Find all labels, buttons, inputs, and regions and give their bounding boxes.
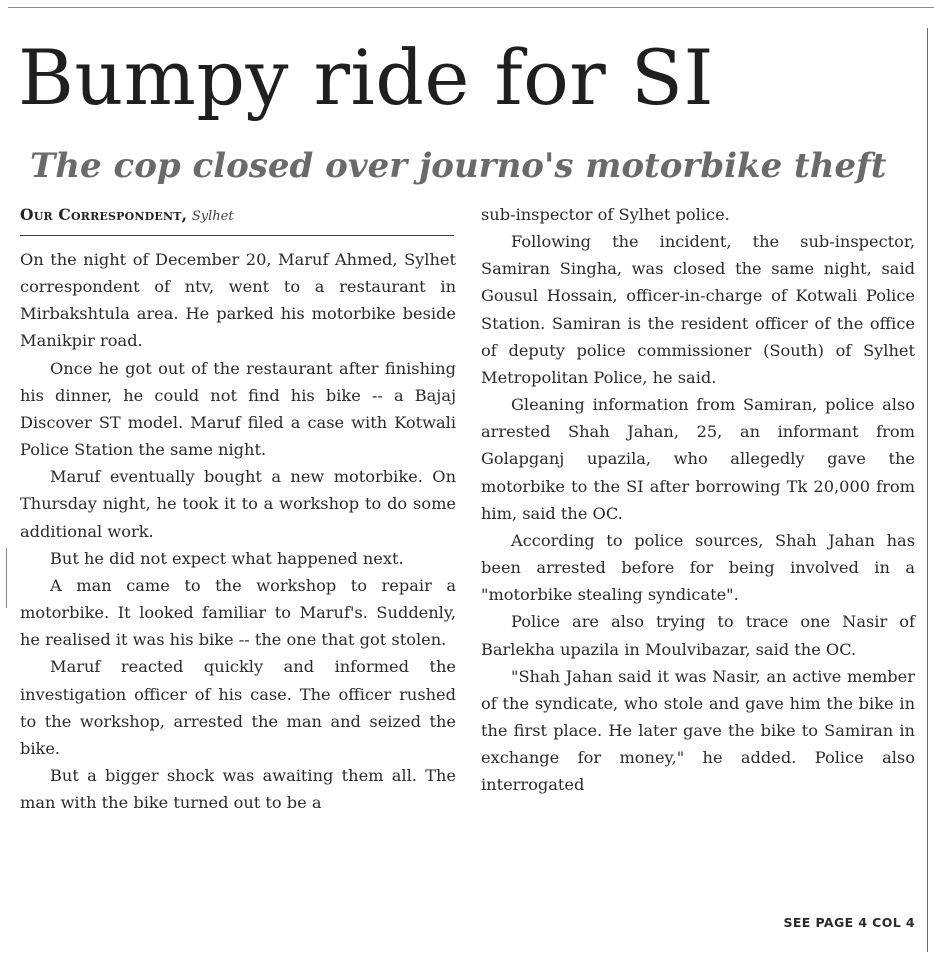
paragraph: Following the incident, the sub-inspector, Samiran Singha, was closed the same night, said Gousul Hossain, officer-in-charge of Kotwali Police Station. Samiran is the resident officer of the office of deputy police commissioner (South) of Sylhet Metropolitan Police, he said. [481, 232, 915, 387]
paragraph: Gleaning information from Samiran, police also arrested Shah Jahan, 25, an informant from Golapganj upazila, who allegedly gave the motorbike to the SI after borrowing Tk 20,000 from him, said the OC. [481, 395, 915, 523]
right-rule [927, 28, 928, 952]
paragraph: Maruf eventually bought a new motorbike. On Thursday night, he took it to a workshop to do some additional work. [20, 467, 456, 541]
paragraph: sub-inspector of Sylhet police. [481, 205, 730, 224]
paragraph: On the night of December 20, Maruf Ahmed, Sylhet correspondent of ntv, went to a restaurant in Mirbakshtula area. He parked his motorbike beside Manikpir road. [20, 250, 456, 351]
paragraph: Police are also trying to trace one Nasir of Barlekha upazila in Moulvibazar, said the OC. [481, 612, 915, 659]
subheadline: The cop closed over journo's motorbike theft [30, 146, 887, 186]
byline-name: Our Correspondent, [20, 205, 188, 224]
top-rule [8, 7, 934, 8]
headline: Bumpy ride for SI [18, 33, 714, 122]
paragraph: According to police sources, Shah Jahan has been arrested before for being involved in a "motorbike stealing syndicate". [481, 530, 915, 605]
left-rule [6, 548, 7, 608]
article-column-2 [481, 201, 915, 798]
paragraph: Maruf reacted quickly and informed the investigation officer of his case. The officer rushed to the workshop, arrested the man and seized the bike. [20, 657, 456, 758]
continuation-note: SEE PAGE 4 COL 4 [783, 915, 915, 930]
paragraph: A man came to the workshop to repair a motorbike. It looked familiar to Maruf's. Suddenly, he realised it was his bike -- the one that got stolen. [20, 575, 456, 650]
byline [20, 205, 454, 236]
article-column-1 [20, 246, 456, 816]
paragraph: Once he got out of the restaurant after finishing his dinner, he could not find his bike -- a Bajaj Discover ST model. Maruf filed a case with Kotwali Police Station the same night. [20, 358, 456, 460]
paragraph: "Shah Jahan said it was Nasir, an active member of the syndicate, who stole and gave him the bike in the first place. He later gave the bike to Samiran in exchange for money," he added. Police also interrogated [481, 666, 915, 795]
paragraph: But he did not expect what happened next. [50, 548, 404, 568]
byline-location: Sylhet [191, 209, 234, 224]
paragraph: But a bigger shock was awaiting them all. The man with the bike turned out to be a [20, 765, 456, 813]
